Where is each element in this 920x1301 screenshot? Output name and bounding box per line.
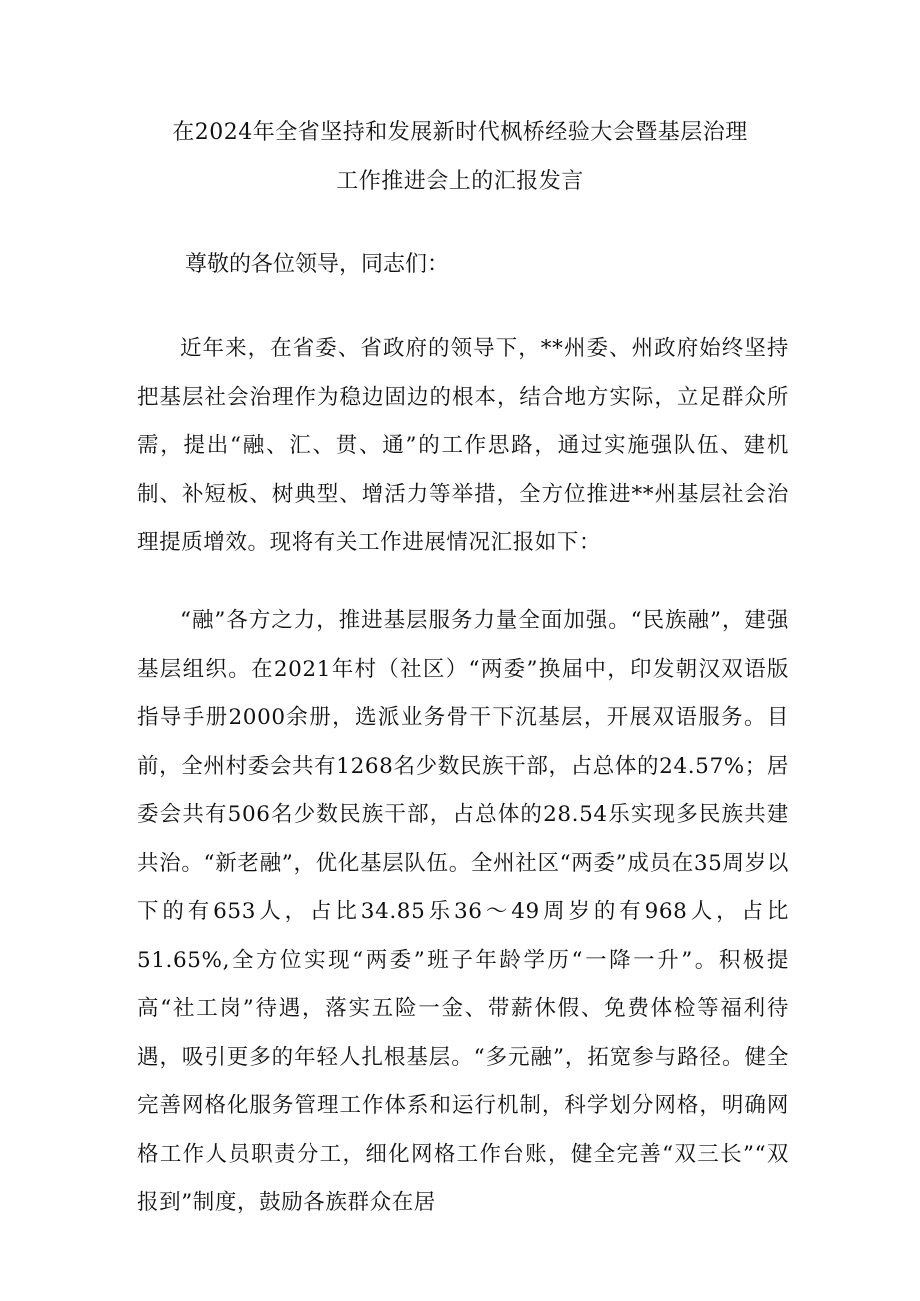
document-title-line-1: 在2024年全省坚持和发展新时代枫桥经验大会暨基层治理 (172, 120, 748, 145)
paragraph-integration: “融”各方之力，推进基层服务力量全面加强。“民族融”，建强基层组织。在2021年村（社区）“两委”换届中，印发朝汉双语版指导手册2000余册，选派业务骨干下沉基层，开展双语服务。目前，全州村委会共有1268名少数民族干部，占总体的24.57%；居委会共有506名少数民族干部，占总体的28.54乐实现多民族共建共治。“新老融”，优化基层队伍。全州社区“两委”成员在35周岁以下的有653人，占比34.85乐36～49周岁的有968人，占比51.65%,全方位实现“两委”班子年龄学历“一降一升”。积极提高“社工岗”待遇，落实五险一金、带薪休假、免费体检等福利待遇，吸引更多的年轻人扎根基层。“多元融”，拓宽参与路径。健全完善网格化服务管理工作体系和运行机制，科学划分网格，明确网格工作人员职责分工，细化网格工作台账，健全完善“双三长”“双报到”制度，鼓励各族群众在居 (137, 608, 789, 1215)
salutation: 尊敬的各位领导，同志们： (185, 252, 450, 277)
paragraph-intro: 近年来，在省委、省政府的领导下，**州委、州政府始终坚持把基层社会治理作为稳边固边的根本，结合地方实际，立足群众所需，提出“融、汇、贯、通”的工作思路，通过实施强队伍、建机制、补短板、树典型、增活力等举措，全方位推进**州基层社会治理提质增效。现将有关工作进展情况汇报如下： (137, 336, 789, 555)
document-title-line-2: 工作推进会上的汇报发言 (336, 169, 584, 194)
